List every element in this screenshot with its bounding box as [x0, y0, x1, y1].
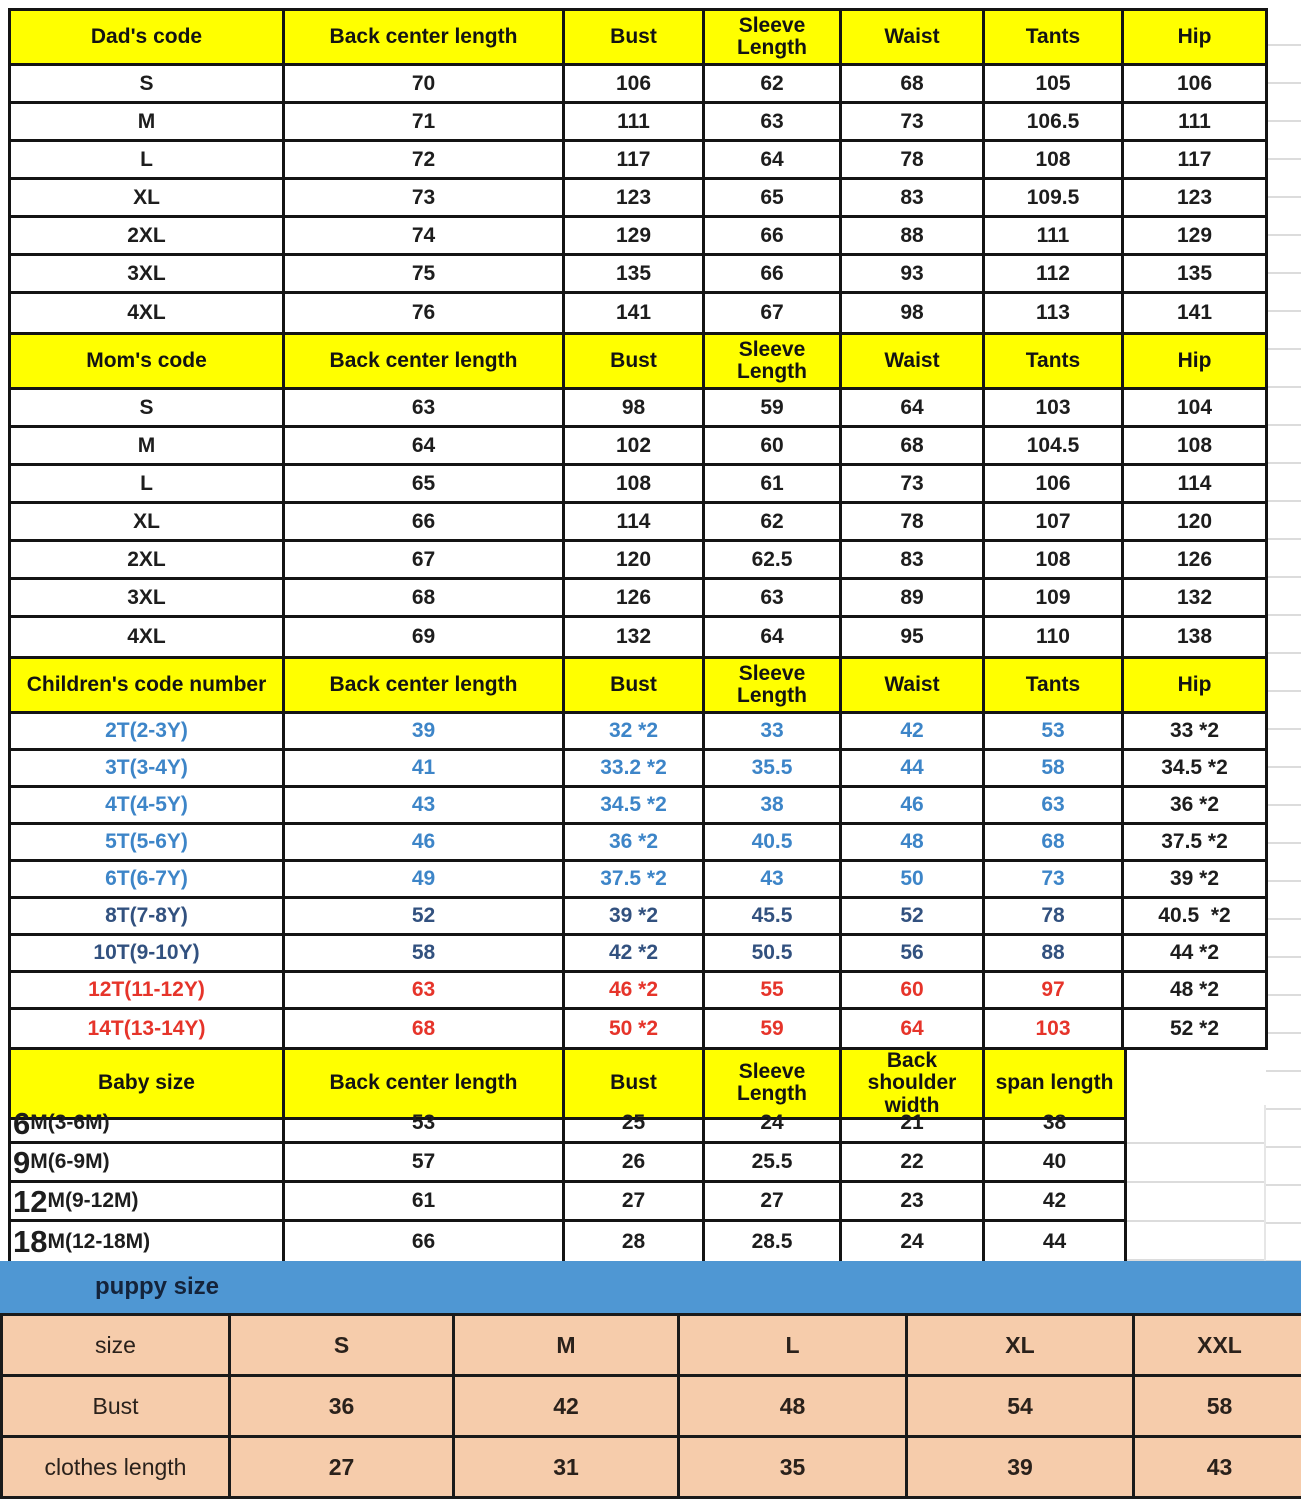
- cell: 62: [705, 504, 842, 542]
- cell: 2T(2-3Y): [11, 714, 285, 751]
- cell: 46: [842, 788, 985, 825]
- cell: 42: [455, 1377, 680, 1438]
- cell: 65: [705, 180, 842, 218]
- cell: XL: [908, 1316, 1135, 1377]
- cell: 67: [285, 542, 565, 580]
- cell: 123: [1124, 180, 1265, 218]
- column-header: Back center length: [285, 1050, 565, 1120]
- cell: 52: [842, 899, 985, 936]
- column-header: Tants: [985, 659, 1124, 714]
- table-row: [11, 1144, 1124, 1183]
- column-header: Sleeve Length: [705, 11, 842, 66]
- cell: 65: [285, 466, 565, 504]
- cell: 75: [285, 256, 565, 294]
- table-row: [11, 862, 1265, 899]
- cell: 40.5: [705, 825, 842, 862]
- table-row: [11, 899, 1265, 936]
- column-header: Waist: [842, 659, 985, 714]
- cell: 64: [285, 428, 565, 466]
- cell: 3XL: [11, 256, 285, 294]
- cell: 93: [842, 256, 985, 294]
- cell: 68: [285, 580, 565, 618]
- cell: 57: [285, 1144, 565, 1183]
- puppy-table-title: puppy size: [0, 1261, 1301, 1313]
- cell: 104.5: [985, 428, 1124, 466]
- column-header: Tants: [985, 335, 1124, 390]
- cell: 38: [705, 788, 842, 825]
- cell: 141: [1176, 301, 1213, 324]
- cell: 105: [985, 66, 1124, 104]
- table-row: [11, 788, 1265, 825]
- cell: S: [11, 66, 285, 104]
- column-header: Dad's code: [11, 11, 285, 66]
- cell: 72: [285, 142, 565, 180]
- cell: 63: [705, 104, 842, 142]
- column-header: Back shoulder width: [842, 1050, 985, 1120]
- cell: 25.5: [705, 1144, 842, 1183]
- cell: 56: [842, 936, 985, 973]
- cell: 60: [842, 973, 985, 1010]
- cell: 53: [285, 1105, 565, 1144]
- cell: 120: [565, 542, 705, 580]
- dad-size-table: [8, 8, 1268, 335]
- cell: 36: [231, 1377, 455, 1438]
- cell: 40: [985, 1144, 1124, 1183]
- table-row: [11, 66, 1265, 104]
- cell: 112: [985, 256, 1124, 294]
- column-header: Bust: [565, 335, 705, 390]
- table-row: [11, 180, 1265, 218]
- cell: 88: [842, 218, 985, 256]
- cell: 59: [705, 390, 842, 428]
- cell: 36 *2: [565, 825, 705, 862]
- cell: 111: [1124, 104, 1265, 142]
- table-row: [11, 1010, 1265, 1047]
- children-size-table: [8, 656, 1268, 1050]
- cell: 83: [842, 542, 985, 580]
- table-row: [11, 428, 1265, 466]
- table-row: [11, 390, 1265, 428]
- cell: 24: [842, 1222, 985, 1261]
- table-row: [11, 218, 1265, 256]
- cell: 42: [985, 1183, 1124, 1222]
- baby-size-table: [8, 1047, 1127, 1264]
- cell: 111: [565, 104, 705, 142]
- cell: 52 *2: [1169, 1016, 1220, 1040]
- cell: 6 M(3-6M): [11, 1105, 285, 1144]
- table-row: [11, 714, 1265, 751]
- table-row: [11, 504, 1265, 542]
- header-row: [11, 659, 1265, 714]
- cell: 53: [985, 714, 1124, 751]
- cell: 2XL: [11, 542, 285, 580]
- table-row: [11, 1222, 1124, 1261]
- cell: 64: [842, 390, 985, 428]
- cell: 123: [565, 180, 705, 218]
- row-label-cell: Bust: [3, 1377, 231, 1438]
- cell: 106: [565, 66, 705, 104]
- cell: 68: [842, 66, 985, 104]
- size-number: 6: [13, 1105, 31, 1141]
- cell: 46 *2: [565, 973, 705, 1010]
- cell: 106: [985, 466, 1124, 504]
- cell: 66: [705, 256, 842, 294]
- cell: 39 *2: [1124, 862, 1265, 899]
- cell: 55: [705, 973, 842, 1010]
- cell: 135: [565, 256, 705, 294]
- cell: 109: [985, 580, 1124, 618]
- puppy-size-table: [0, 1313, 1301, 1499]
- cell: 39: [908, 1438, 1135, 1499]
- cell: 18 M(12-18M): [11, 1222, 285, 1261]
- cell: 64: [842, 1010, 985, 1047]
- cell: 54: [908, 1377, 1135, 1438]
- cell: 2XL: [11, 218, 285, 256]
- cell: 117: [565, 142, 705, 180]
- size-number: 18: [13, 1224, 48, 1259]
- table-row: [11, 751, 1265, 788]
- puppy-size-section: [0, 1261, 1301, 1499]
- cell: 27: [705, 1183, 842, 1222]
- cell: 103: [985, 1010, 1124, 1047]
- table-row: [11, 1183, 1124, 1222]
- cell: XXL: [1135, 1316, 1301, 1377]
- cell: 106.5: [985, 104, 1124, 142]
- cell: 132: [565, 618, 705, 656]
- cell: 114: [1124, 466, 1265, 504]
- cell: L: [11, 466, 285, 504]
- cell: 61: [705, 466, 842, 504]
- cell: M: [11, 104, 285, 142]
- cell: 109.5: [985, 180, 1124, 218]
- cell: 14T(13-14Y): [11, 1010, 285, 1047]
- size-number: 9: [13, 1144, 31, 1180]
- cell: 64: [705, 142, 842, 180]
- cell: 28: [565, 1222, 705, 1261]
- cell: 67: [705, 294, 842, 332]
- cell: 108: [565, 466, 705, 504]
- column-header: Back center length: [285, 659, 565, 714]
- table-row: [11, 542, 1265, 580]
- cell: 23: [842, 1183, 985, 1222]
- cell: 68: [985, 825, 1124, 862]
- column-header: Tants: [985, 11, 1124, 66]
- column-header: Sleeve Length: [705, 1050, 842, 1120]
- cell: 58: [285, 936, 565, 973]
- cell: 4T(4-5Y): [11, 788, 285, 825]
- cell: 107: [985, 504, 1124, 542]
- cell: 98: [565, 390, 705, 428]
- cell: 64: [705, 618, 842, 656]
- cell: 126: [565, 580, 705, 618]
- cell: 88: [985, 936, 1124, 973]
- cell: 76: [285, 294, 565, 332]
- cell: 83: [842, 180, 985, 218]
- cell: 50: [842, 862, 985, 899]
- row-label-cell: size: [3, 1316, 231, 1377]
- spreadsheet-gridlines-right: [1266, 8, 1301, 1264]
- cell: 31: [455, 1438, 680, 1499]
- cell: 27: [231, 1438, 455, 1499]
- column-header: Hip: [1124, 659, 1265, 714]
- cell: 78: [985, 899, 1124, 936]
- cell: 63: [985, 788, 1124, 825]
- cell: 9 M(6-9M): [11, 1144, 285, 1183]
- cell: 3XL: [11, 580, 285, 618]
- cell: 98: [842, 294, 985, 332]
- column-header: Bust: [565, 1050, 705, 1120]
- cell: 73: [842, 104, 985, 142]
- cell: 58: [1135, 1377, 1301, 1438]
- cell: 28.5: [705, 1222, 842, 1261]
- table-row: [11, 256, 1265, 294]
- cell: 95: [842, 618, 985, 656]
- cell: 25: [565, 1105, 705, 1144]
- cell: 44 *2: [1124, 936, 1265, 973]
- column-header: Bust: [565, 659, 705, 714]
- cell: 27: [565, 1183, 705, 1222]
- column-header: Waist: [842, 11, 985, 66]
- cell: 120: [1124, 504, 1265, 542]
- cell: 35.5: [705, 751, 842, 788]
- cell: 78: [842, 504, 985, 542]
- cell: 48 *2: [1124, 973, 1265, 1010]
- column-header: Baby size: [11, 1050, 285, 1120]
- table-row: [11, 580, 1265, 618]
- cell: 3T(3-4Y): [11, 751, 285, 788]
- cell: 48: [680, 1377, 908, 1438]
- cell: 33 *2: [1124, 714, 1265, 751]
- cell: 44: [842, 751, 985, 788]
- cell: 24: [705, 1105, 842, 1144]
- cell: M: [11, 428, 285, 466]
- column-header: Back center length: [285, 335, 565, 390]
- cell: 33: [705, 714, 842, 751]
- cell: 68: [842, 428, 985, 466]
- cell: S: [11, 390, 285, 428]
- cell: 102: [565, 428, 705, 466]
- cell: S: [231, 1316, 455, 1377]
- cell: 37.5 *2: [565, 862, 705, 899]
- table-row: [11, 294, 1265, 332]
- cell: 132: [1124, 580, 1265, 618]
- cell: 66: [705, 218, 842, 256]
- cell: 52: [285, 899, 565, 936]
- cell: 66: [285, 504, 565, 542]
- cell: 12 M(9-12M): [11, 1183, 285, 1222]
- header-row: [11, 335, 1265, 390]
- cell: 108: [1124, 428, 1265, 466]
- cell: 42: [842, 714, 985, 751]
- cell: 63: [285, 390, 565, 428]
- mom-size-table: [8, 332, 1268, 659]
- cell: 46: [285, 825, 565, 862]
- cell: 114: [565, 504, 705, 542]
- table-row: [3, 1316, 1301, 1377]
- column-header: Children's code number: [11, 659, 285, 714]
- cell: 89: [842, 580, 985, 618]
- cell: 62: [705, 66, 842, 104]
- cell: 63: [285, 973, 565, 1010]
- cell: XL: [11, 504, 285, 542]
- cell: 37.5 *2: [1124, 825, 1265, 862]
- cell: 35: [680, 1438, 908, 1499]
- cell: 59: [705, 1010, 842, 1047]
- cell: 73: [285, 180, 565, 218]
- table-row: [11, 142, 1265, 180]
- cell: 63: [705, 580, 842, 618]
- column-header: Sleeve Length: [705, 659, 842, 714]
- cell: 43: [285, 788, 565, 825]
- table-row: [11, 825, 1265, 862]
- cell: 61: [285, 1183, 565, 1222]
- cell: 62.5: [705, 542, 842, 580]
- cell: 45.5: [705, 899, 842, 936]
- cell: 5T(5-6Y): [11, 825, 285, 862]
- cell: 43: [1135, 1438, 1301, 1499]
- column-header: Hip: [1124, 11, 1265, 66]
- cell: 50.5: [705, 936, 842, 973]
- cell: 117: [1124, 142, 1265, 180]
- column-header: Sleeve Length: [705, 335, 842, 390]
- cell: 33.2 *2: [565, 751, 705, 788]
- cell: 97: [985, 973, 1124, 1010]
- size-number: 12: [13, 1183, 48, 1219]
- column-header: span length: [985, 1050, 1124, 1120]
- cell: 74: [285, 218, 565, 256]
- cell: 6T(6-7Y): [11, 862, 285, 899]
- cell: 58: [985, 751, 1124, 788]
- table-row: [11, 466, 1265, 504]
- cell: 66: [285, 1222, 565, 1261]
- table-row: [11, 618, 1265, 656]
- cell: M: [455, 1316, 680, 1377]
- cell: 49: [285, 862, 565, 899]
- table-row: [11, 936, 1265, 973]
- cell: 68: [285, 1010, 565, 1047]
- column-header: Mom's code: [11, 335, 285, 390]
- cell: 60: [705, 428, 842, 466]
- cell: 41: [285, 751, 565, 788]
- cell: 34.5 *2: [1124, 751, 1265, 788]
- table-row: [11, 104, 1265, 142]
- cell: 103: [985, 390, 1124, 428]
- column-header: Bust: [565, 11, 705, 66]
- cell: 141: [565, 294, 705, 332]
- cell: 4XL: [11, 294, 285, 332]
- cell: 26: [565, 1144, 705, 1183]
- cell: 50 *2: [565, 1010, 705, 1047]
- cell: 73: [985, 862, 1124, 899]
- cell: 21: [842, 1105, 985, 1144]
- cell: 39 *2: [565, 899, 705, 936]
- cell: 38: [985, 1105, 1124, 1144]
- table-row: [11, 1105, 1124, 1144]
- cell: 78: [842, 142, 985, 180]
- cell: 71: [285, 104, 565, 142]
- table-row: [3, 1377, 1301, 1438]
- cell: 138: [1176, 625, 1213, 648]
- cell: 129: [565, 218, 705, 256]
- column-header: Hip: [1124, 335, 1265, 390]
- cell: 40.5 *2: [1124, 899, 1265, 936]
- cell: 126: [1124, 542, 1265, 580]
- cell: 44: [1042, 1229, 1067, 1253]
- cell: 43: [705, 862, 842, 899]
- cell: 108: [985, 542, 1124, 580]
- cell: 111: [985, 218, 1124, 256]
- cell: 106: [1124, 66, 1265, 104]
- table-row: [3, 1438, 1301, 1499]
- cell: 12T(11-12Y): [11, 973, 285, 1010]
- cell: 22: [842, 1144, 985, 1183]
- row-label-cell: clothes length: [3, 1438, 231, 1499]
- cell: 8T(7-8Y): [11, 899, 285, 936]
- cell: 129: [1124, 218, 1265, 256]
- cell: 104: [1124, 390, 1265, 428]
- cell: 70: [285, 66, 565, 104]
- cell: 113: [985, 294, 1124, 332]
- cell: 110: [985, 618, 1124, 656]
- cell: 34.5 *2: [565, 788, 705, 825]
- cell: 32 *2: [565, 714, 705, 751]
- table-row: [11, 973, 1265, 1010]
- size-tables: [8, 8, 1268, 1264]
- cell: 48: [842, 825, 985, 862]
- header-row: [11, 1049, 1124, 1117]
- cell: 69: [285, 618, 565, 656]
- cell: 73: [842, 466, 985, 504]
- cell: 36 *2: [1124, 788, 1265, 825]
- cell: L: [11, 142, 285, 180]
- cell: XL: [11, 180, 285, 218]
- cell: 108: [985, 142, 1124, 180]
- cell: 4XL: [11, 618, 285, 656]
- cell: L: [680, 1316, 908, 1377]
- cell: 10T(9-10Y): [11, 936, 285, 973]
- cell: 42 *2: [565, 936, 705, 973]
- cell: 135: [1124, 256, 1265, 294]
- column-header: Back center length: [285, 11, 565, 66]
- cell: 39: [285, 714, 565, 751]
- column-header: Waist: [842, 335, 985, 390]
- header-row: [11, 11, 1265, 66]
